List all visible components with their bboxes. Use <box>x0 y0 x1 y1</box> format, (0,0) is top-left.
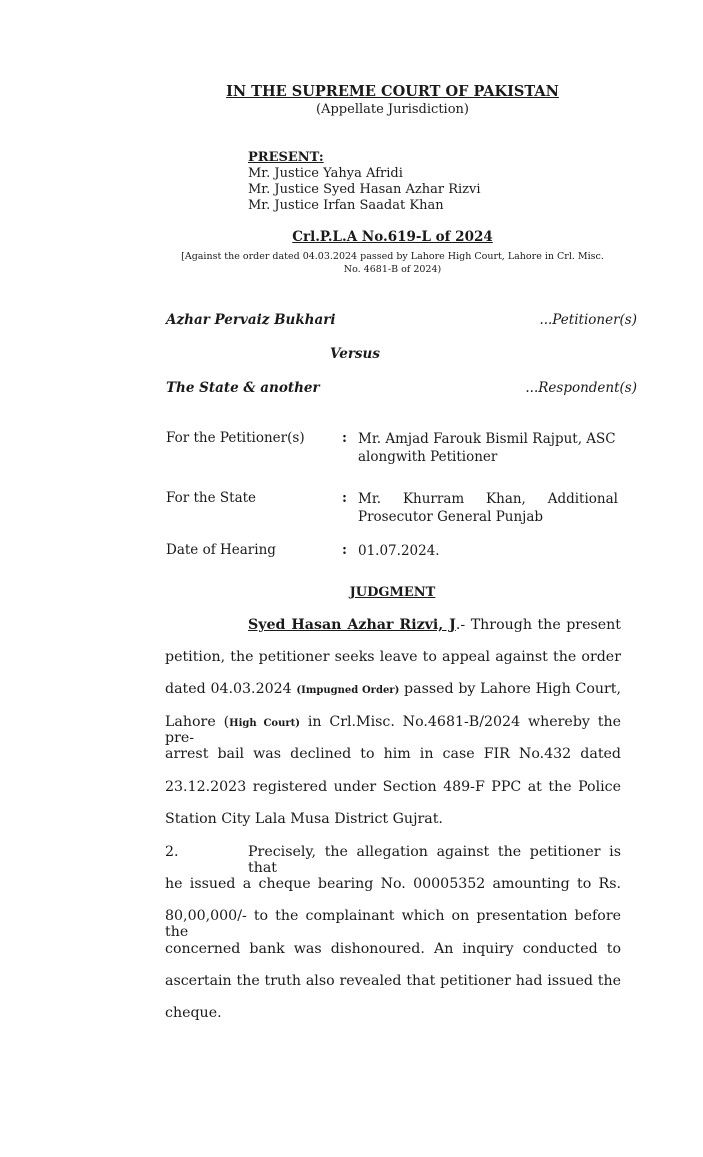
colon: : <box>342 542 347 558</box>
case-note: [Against the order dated 04.03.2024 passed by Lahore High Court, Lahore in Crl. Misc. <box>181 251 604 262</box>
appearance-label: Date of Hearing <box>166 542 276 558</box>
petitioner-role: ...Petitioner(s) <box>539 312 637 328</box>
respondent-name: The State & another <box>166 380 320 396</box>
colon: : <box>342 490 347 506</box>
paragraph-line: Precisely, the allegation against the petitioner is that <box>248 844 621 876</box>
judge: Mr. Justice Yahya Afridi <box>248 166 403 181</box>
case-note: No. 4681-B of 2024) <box>343 264 442 275</box>
paragraph-line <box>165 681 621 701</box>
appearance-label: For the Petitioner(s) <box>166 430 305 446</box>
appearance-label: For the State <box>166 490 257 506</box>
appearance-value: Mr. Amjad Farouk Bismil Rajput, ASC alongwith Petitioner <box>358 431 616 465</box>
paragraph-line: concerned bank was dishonoured. An inquiry conducted to <box>165 941 621 957</box>
present-label: PRESENT: <box>248 150 324 165</box>
judge: Mr. Justice Irfan Saadat Khan <box>248 198 444 213</box>
judgment-heading: JUDGMENT <box>349 585 436 600</box>
paragraph-line <box>165 714 621 746</box>
defined-term: High Court) <box>229 718 300 729</box>
judge: Mr. Justice Syed Hasan Azhar Rizvi <box>248 182 481 197</box>
paragraph-line: Station City Lala Musa District Gujrat. <box>165 811 443 827</box>
paragraph-line: cheque. <box>165 1005 222 1021</box>
paragraph-line: 80,00,000/- to the complainant which on presentation before the <box>165 908 621 940</box>
defined-term: (Impugned Order) <box>296 685 400 696</box>
text: in Crl.Misc. No.4681-B/2024 whereby the pre- <box>165 714 621 746</box>
jurisdiction: (Appellate Jurisdiction) <box>316 102 469 117</box>
author: Syed Hasan Azhar Rizvi, J <box>248 617 456 633</box>
appearance-value: Mr. Khurram Khan, Additional Prosecutor General Punjab <box>358 491 618 525</box>
paragraph-line: arrest bail was declined to him in case FIR No.432 dated <box>165 746 621 762</box>
paragraph-line: ascertain the truth also revealed that petitioner had issued the <box>165 973 621 989</box>
case-number: Crl.P.L.A No.619-L of 2024 <box>292 229 493 245</box>
versus: Versus <box>330 346 380 362</box>
text: .- Through the present <box>455 617 622 633</box>
paragraph-line: 23.12.2023 registered under Section 489-F PPC at the Police <box>165 779 621 795</box>
petitioner-name: Azhar Pervaiz Bukhari <box>166 312 336 328</box>
text: passed by Lahore High Court, <box>399 681 621 697</box>
paragraph-line <box>248 617 621 637</box>
paragraph-number: 2. <box>165 844 179 860</box>
text: dated 04.03.2024 <box>165 681 297 697</box>
paragraph-line: he issued a cheque bearing No. 00005352 amounting to Rs. <box>165 876 621 892</box>
text: Lahore ( <box>165 714 230 730</box>
respondent-role: ...Respondent(s) <box>525 380 637 396</box>
paragraph-line: petition, the petitioner seeks leave to appeal against the order <box>165 649 621 665</box>
colon: : <box>342 430 347 446</box>
court-title: IN THE SUPREME COURT OF PAKISTAN <box>226 83 559 100</box>
appearance-value: 01.07.2024. <box>358 543 440 559</box>
